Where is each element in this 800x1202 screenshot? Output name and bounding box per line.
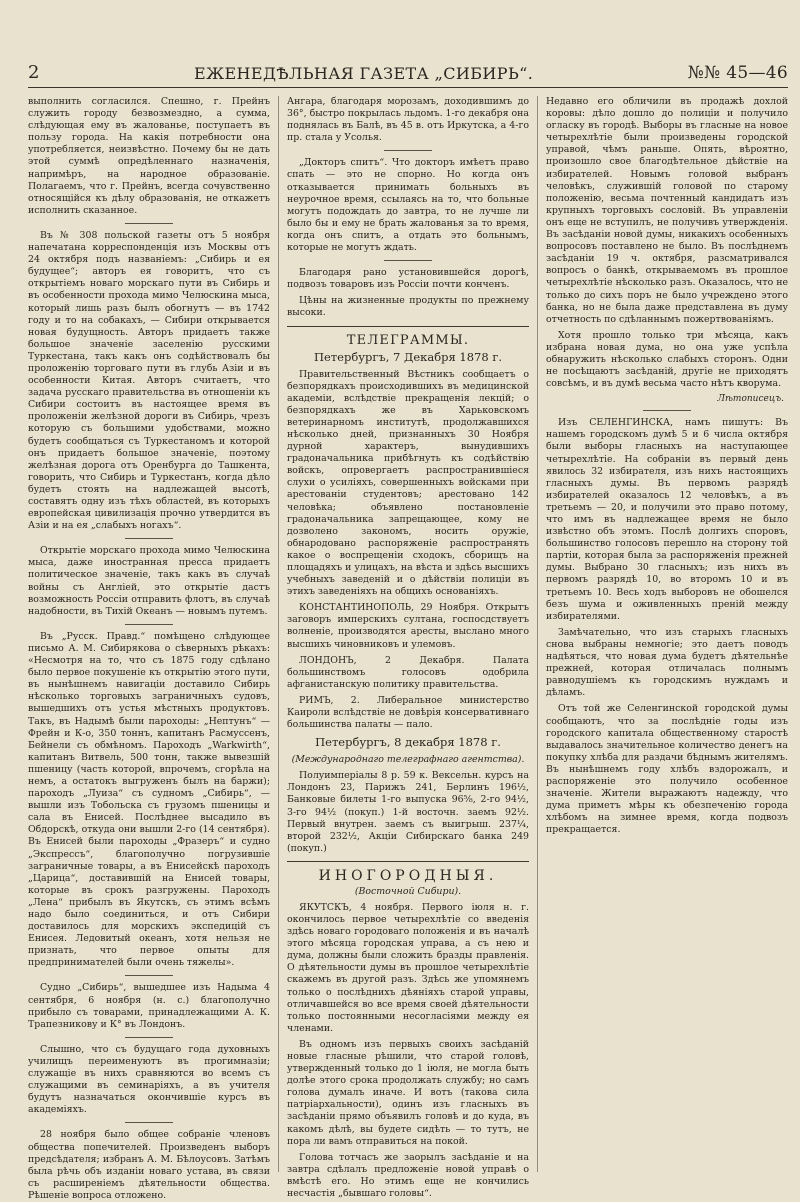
paragraph: ЛОНДОНЪ, 2 Декабря. Палата большинствомъ голосовъ одобрила афганистанскую политику правительства.: [287, 654, 529, 690]
paragraph: Слышно, что съ будущаго года духовныхъ училищъ переименуютъ въ прогимназіи; служащіе въ нихъ сравняются во всемъ съ служащими въ семинаріяхъ, а въ учителя будутъ назначаться окончившіе курсъ въ академіяхъ.: [28, 1043, 270, 1116]
paragraph: Цѣны на жизненные продукты по прежнему высоки.: [287, 295, 529, 319]
paragraph: Судно „Сибирь“, вышедшее изъ Надыма 4 сентября, 6 ноября (н. с.) благополучно прибыло съ товарами, принадлежащими А. К. Трапезникову и К° въ Лондонъ.: [28, 982, 270, 1030]
paragraph: Недавно его обличили въ продажѣ дохлой коровы: дѣло дошло до полиціи и получило огласку въ городѣ. Выборы въ гласные на новое четырехлѣтіе были произведены городской управой, чѣмъ раньше. Опять, вѣроятно, произошло свое благодѣтельное дѣйствіе на избирателей. Новымъ головой выбранъ человѣкъ, служившій головой по старому положенію, весьма почтенный кандидатъ изъ крупныхъ торговыхъ сословій. Въ управленіи онъ еще не вступилъ, не получивъ утвержденія. Въ засѣданіи новой думы, никакихъ особенныхъ вопросовъ поставлено не было. Въ послѣднемъ засѣданіи 19 ч. октября, разсматривался вопросъ о банкѣ, открываемомъ въ прошлое четырехлѣтіе нѣсколько разъ. Оказалось, что не только до сихъ поръ не было учреждено этого банка, но не была даже представлена въ думу отчетность по сдѣланнымъ пожертвованіямъ.: [546, 96, 788, 325]
section-subtitle: (Восточной Сибири).: [354, 885, 462, 897]
column-rule: [278, 96, 279, 1172]
paragraph: Въ № 308 польской газеты отъ 5 ноября напечатана корреспонденція изъ Москвы отъ 24 октября подъ названіемъ: „Сибирь и ея будущее“; авторъ ея говоритъ, что съ открытіемъ новаго морскаго пути въ Сибирь и въ особенности прохода мимо Челюскина мыса, который лишь разъ былъ обогнутъ — въ 1742 году и то на собакахъ, — Сибири открывается новая будущность. Авторъ придаетъ также большое значеніе заселенію русскими Туркестана, такъ какъ онъ содѣйствовалъ бы проложенію торговаго пути въ глубь Азіи и въ особенности Китая. Авторъ считаетъ, что задача русскаго правительства въ отношеніи къ Сибири состоитъ въ настоящее время въ проложеніи желѣзной дороги въ Сибирь, чрезъ которую съ большими удобствами, можно будетъ сообщаться съ Туркестаномъ и которой онъ придаетъ большое значеніе, поэтому желѣзная дорога отъ Оренбурга до Ташкента, говорить, что Сибирь и Туркестанъ, когда дѣло будетъ стоять на надлежащей высотѣ, составятъ одну изъ тѣхъ областей, въ которыхъ европейская цивилизація прочно утвердится въ Азіи и на ея „слабыхъ ногахъ“.: [28, 229, 270, 532]
paragraph: Хотя прошло только три мѣсяца, какъ избрана новая дума, но она уже успѣла обнаружить нѣсколько слабыхъ сторонъ. Одни не посѣщаютъ засѣданій, другіе не приходятъ совсѣмъ, и въ думѣ весьма часто нѣтъ кворума.: [546, 329, 788, 390]
paragraph: Въ „Русск. Правд.“ помѣщено слѣдующее письмо А. М. Сибирякова о сѣверныхъ рѣкахъ: «Несмотря на то, что съ 1875 году сдѣлано было первое покушеніе къ открытію этого пути, въ нынѣшнемъ навигаціи доставило Сибирь нѣсколько торговыхъ заграничныхъ судовъ, вышедшихъ отъ устья мѣстныхъ продуктовъ. Такъ, въ Надымѣ были пароходы: „Нептунъ“ — Фрейн и К-о, 350 тоннъ, капитанъ Расмуссенъ, Бейнели съ обмѣномъ. Пароходъ „Warkwirth“, капитанъ Витвель, 500 тонн, также вывезшій пшеницу (часть которой, впрочемъ, сгорѣла на немъ, а остатокъ выгруженъ былъ на баржи); пароходъ „Луиза“ съ судномъ „Сибирь“, — вышли изъ Тобольска съ грузомъ пшеницы и сала въ Енисей. Послѣднее высадило въ Обдорскѣ, откуда они вышли 2-го (14 сентября). Въ Енисей были пароходы „Фразеръ“ и судно „Экспрессъ“, благополучно погрузившіе заграничные товары, а въ Енисейскѣ пароходъ „Царица“, доставившій на Енисей товары, которые въ срокъ разгружены. Пароходъ „Лена“ прибылъ въ Якутскъ, съ этимъ всѣмъ надо было соединиться, и отъ Сибири доставилось для морскихъ экспедицій съ Енисея. Ледовитый океанъ, хотя нельзя не признать, что первое опыты для предпринимателей были очень тяжелы».: [28, 630, 270, 969]
paragraph: КОНСТАНТИНОПОЛЬ, 29 Ноября. Открытъ заговоръ имперскихъ султана, госпосдствуетъ волненіе, производятся аресты, выслано много высшихъ чиновниковъ и улемовъ.: [287, 602, 529, 650]
separator: [125, 538, 173, 539]
separator: [125, 975, 173, 976]
paragraph: Открытіе морскаго прохода мимо Челюскина мыса, даже иностранная пресса придаетъ политическое значеніе, такъ какъ въ случаѣ войны съ Англіей, это открытіе дастъ возможность Россіи отправить флотъ, въ случаѣ надобности, въ Тихій Океанъ — новымъ путемъ.: [28, 545, 270, 617]
column-1: [28, 96, 270, 1201]
paragraph: Изъ СЕЛЕНГИНСКА, намъ пишутъ: Въ нашемъ городскомъ думѣ 5 и 6 числа октября были выборы гласныхъ на наступающее четырехлѣтіе. На собраніи въ первый день явилось 32 избирателя, изъ нихъ настоящихъ гласныхъ думы. Въ первомъ разрядѣ избирателей оказалось 12 человѣкъ, а въ третьемъ — 20, и получили это право потому, что имъ въ надлежащее время не было извѣстно объ этомъ. Послѣ долгихъ споровъ, большинство голосовъ перешло на сторону той партіи, которая была за распоряженія прежней думы. Выбрано 30 гласныхъ; изъ нихъ въ первомъ разрядѣ 10, во второмъ 10 и въ третьемъ 10. Весь ходъ выборовъ не обошелся безъ шума и оживленныхъ преній между избирателями.: [546, 417, 788, 622]
inogorodnyya-heading: ИНОГОРОДНЫЯ.: [318, 867, 498, 884]
separator: [125, 1122, 173, 1123]
paragraph: 28 ноября было общее собраніе членовъ общества попечителей. Произведенъ выборъ предсѣдателя; избранъ А. М. Бѣлоусовъ. Затѣмъ была рѣчь объ изданіи новаго устава, въ связи съ расширеніемъ дѣятельности общества. Рѣшеніе вопроса отложено.: [28, 1129, 270, 1201]
paragraph: Замѣчательно, что изъ старыхъ гласныхъ снова выбраны немногіе; это даетъ поводъ надѣяться, что новая дума будетъ дѣятельнѣе прежней, которая отличалась полнымъ равнодушіемъ къ городскимъ нуждамъ и дѣламъ.: [546, 626, 788, 699]
separator: [384, 260, 432, 261]
paragraph: „Докторъ спитъ“. Что докторъ имѣетъ право спать — это не спорно. Но когда онъ отказывается принимать больныхъ въ неурочное время, ссылаясь на то, что больные могутъ подождать до завтра, то не лучше ли было бы и ему не брать жалованья за то время, когда онъ спитъ, а отдать это больнымъ, которые не могутъ ждать.: [287, 157, 529, 254]
paragraph: Голова тотчасъ же заорылъ засѣданіе и на завтра сдѣлалъ предложеніе новой управѣ о вмѣстѣ его. Но этимъ еще не кончились несчастія „бывшаго головы“.: [287, 1151, 529, 1200]
paragraph: Полуимперіалы 8 р. 59 к. Вексельн. курсъ на Лондонъ 23, Парижъ 241, Берлинъ 196½, Банковые билеты 1-го выпуска 96⅝, 2-го 94½, 3-го 94½ (покуп.) 1-й восточн. заемъ 92½. Первый внутрен. заемъ съ выигрыш. 237¼, второй 232½, Акціи Сибирскаго банка 249 (покуп.): [287, 770, 529, 854]
page-header: [28, 62, 788, 88]
columns: [28, 96, 788, 1201]
column-rule: [537, 96, 538, 1172]
paragraph: Благодаря рано установившейся дорогѣ, подвозъ товаровъ изъ Россіи почти конченъ.: [287, 267, 529, 291]
page-number: 2: [28, 62, 40, 83]
section-rule: [287, 861, 529, 862]
telegrams-heading: ТЕЛЕГРАММЫ.: [346, 332, 470, 348]
separator: [125, 1037, 173, 1038]
separator: [125, 223, 173, 224]
paragraph: выполнить согласился. Спешно, г. Прейнъ служить городу безвозмездно, а сумма, слѣдующая ему въ жалованье, поступаетъ въ пользу города. На какія потребности она употребляется, неизвѣстно. Почему бы не дать этой суммѣ опредѣленнаго назначенія, напримѣръ, на народное образованіе. Полагаемъ, что г. Прейнъ, всегда сочувственно относящійся къ дѣлу образованія, не откажетъ исполнить сказанное.: [28, 96, 270, 216]
dateline: Петербургъ, 7 Декабря 1878 г.: [313, 349, 503, 364]
issue-number: №№ 45—46: [687, 63, 788, 83]
paragraph: Ангара, благодаря морозамъ, доходившимъ до 36°, быстро покрылась льдомъ. 1-го декабря она поднялась въ Балѣ, въ 45 в. отъ Иркутска, а 4-го пр. стала у Усолья.: [287, 96, 529, 144]
signature: Лѣтописецъ.: [717, 394, 784, 405]
separator: [643, 410, 691, 411]
separator: [125, 624, 173, 625]
paragraph: Отъ той же Селенгинской городской думы сообщаютъ, что за послѣдніе годы изъ городского капитала общественному старостѣ выдавалось значительное количество денегъ на покупку хлѣба для раздачи бѣднымъ жителямъ. Въ нынѣшнемъ году хлѣбъ вздорожалъ, и распоряженіе это получило особенное значеніе. Жители выражаютъ надежду, что дума приметъ мѣры къ обезпеченію города хлѣбомъ на зимнее время, когда подвозъ прекращается.: [546, 703, 788, 836]
paragraph: РИМЪ, 2. Либеральное министерство Каироли вслѣдствіе не довѣрія консервативнаго большинства палаты — пало.: [287, 694, 529, 731]
column-2: [287, 96, 529, 1200]
paragraph: Въ одномъ изъ первыхъ своихъ засѣданій новые гласные рѣшили, что старой головѣ, утвержденный только до 1 іюля, не могла быть долѣе этого срока продолжать службу; но самъ голова думалъ иначе. И вотъ (такова сила патріархальности), одинъ изъ гласныхъ въ засѣданіи прямо объявилъ головѣ и до куда, въ какомъ дѣлѣ, вы будете сидѣть — то тутъ, не пора ли вамъ отправиться на покой.: [287, 1038, 529, 1147]
paragraph: ЯКУТСКЪ, 4 ноября. Первого іюля н. г. окончилось первое четырехлѣтіе со введенія здѣсь новаго городоваго положенія и въ началѣ этого мѣсяца городская управа, а съ нею и дума, должны были сложить бразды правленія. О дѣятельности думы въ прошлое четырехлѣтіе скажемъ въ другой разъ. Здѣсь же упомянемъ только о послѣднихъ дѣяніяхъ старой управы, отличавшейся во все время своей дѣятельности только постоянными несогласіями между ея членами.: [287, 901, 529, 1034]
dateline: Петербургъ, 8 декабря 1878 г.: [315, 735, 501, 750]
column-3: [546, 96, 788, 1172]
agency-note: (Международнаго телеграфнаго агентства).: [291, 754, 525, 766]
separator: [384, 150, 432, 151]
paragraph: Правительственный Вѣстникъ сообщаетъ о безпорядкахъ происходившихъ въ медицинской академіи, вслѣдствіе прекращенія лекцій; о безпорядкахъ же въ Харьковскомъ ветеринарномъ институтѣ, продолжавшихся нѣсколько дней, признанныхъ 30 Ноября дурной характеръ, вынудившихъ градоначальника прибѣгнуть къ содѣйствію войскъ, опровергаетъ распространившіеся слухи о усиліяхъ, совершенныхъ войсками при арестованіи студентовъ; арестовано 142 человѣка; объявлено постановленіе градоначальника запрещающее, кому не дозволено закономъ, носить оружіе, обнародовано распоряженіе распространять какое о воспрещеніи сходокъ, сборищъ на площадяхъ и улицахъ, на вѣста и здѣсь высшихъ учебныхъ заведеній и о дѣйствіи полиціи въ этихъ заведеніяхъ на общихъ основаніяхъ.: [287, 368, 529, 598]
masthead-title: ЕЖЕНЕДѢЛЬНАЯ ГАЗЕТА „СИБИРЬ“.: [193, 64, 534, 83]
section-rule: [287, 326, 529, 327]
